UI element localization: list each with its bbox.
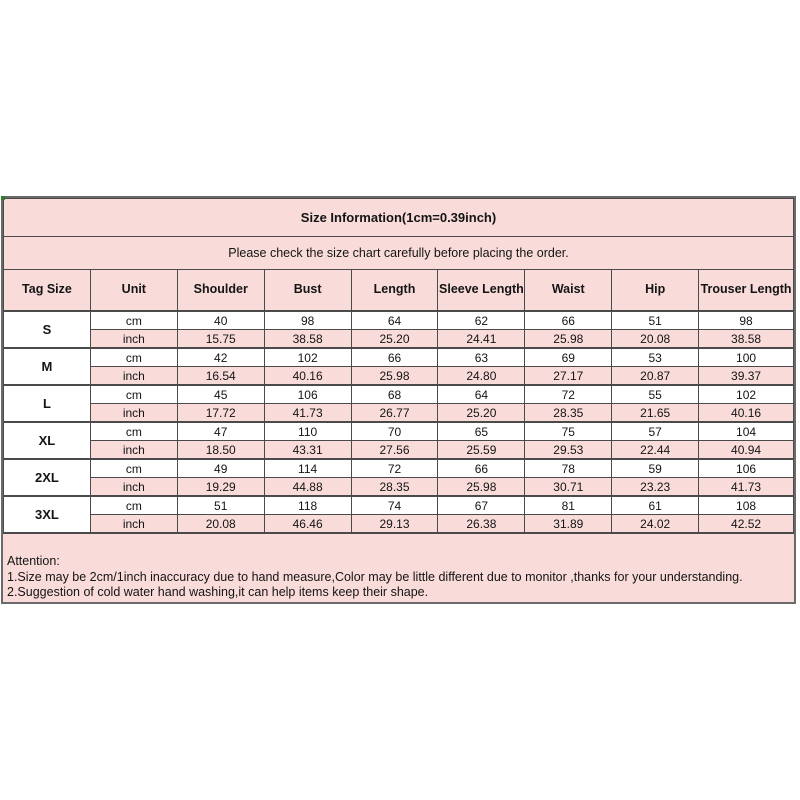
attention-note	[3, 533, 794, 602]
measurement-cell: 51	[612, 311, 699, 330]
measurement-cell: 67	[438, 496, 525, 515]
measurement-cell: 72	[351, 459, 438, 478]
attention-line-2: 2.Suggestion of cold water hand washing,it can help items keep their shape.	[7, 585, 429, 599]
column-header-sleeve-length: Sleeve Length	[438, 270, 525, 312]
measurement-cell: 24.80	[438, 367, 525, 386]
tag-size-cell: L	[4, 385, 91, 422]
size-row-2xl-inch	[4, 478, 794, 497]
measurement-cell: 40	[177, 311, 264, 330]
size-row-l-inch	[4, 404, 794, 423]
attention-line-1: 1.Size may be 2cm/1inch inaccuracy due to hand measure,Color may be little different due to monitor ,thanks for your understanding.	[7, 569, 743, 584]
measurement-cell: 20.87	[612, 367, 699, 386]
measurement-cell: 28.35	[351, 478, 438, 497]
measurement-cell: 98	[264, 311, 351, 330]
measurement-cell: 70	[351, 422, 438, 441]
size-row-m-cm	[4, 348, 794, 367]
measurement-cell: 51	[177, 496, 264, 515]
measurement-cell: 114	[264, 459, 351, 478]
measurement-cell: 31.89	[525, 515, 612, 533]
measurement-cell: 15.75	[177, 330, 264, 349]
measurement-cell: 20.08	[612, 330, 699, 349]
measurement-cell: 39.37	[699, 367, 794, 386]
size-row-s-inch	[4, 330, 794, 349]
size-table	[3, 198, 794, 533]
measurement-cell: 49	[177, 459, 264, 478]
size-row-2xl-cm	[4, 459, 794, 478]
tag-size-cell: M	[4, 348, 91, 385]
column-header-trouser-length: Trouser Length	[699, 270, 794, 312]
measurement-cell: 106	[699, 459, 794, 478]
measurement-cell: 42	[177, 348, 264, 367]
corner-artifact-dot	[1, 196, 5, 200]
measurement-cell: 64	[438, 385, 525, 404]
column-header-hip: Hip	[612, 270, 699, 312]
measurement-cell: 17.72	[177, 404, 264, 423]
measurement-cell: 42.52	[699, 515, 794, 533]
measurement-cell: 110	[264, 422, 351, 441]
measurement-cell: 20.08	[177, 515, 264, 533]
measurement-cell: 100	[699, 348, 794, 367]
measurement-cell: 108	[699, 496, 794, 515]
measurement-cell: 106	[264, 385, 351, 404]
measurement-cell: 25.20	[351, 330, 438, 349]
unit-cell: inch	[90, 441, 177, 460]
measurement-cell: 46.46	[264, 515, 351, 533]
size-row-l-cm	[4, 385, 794, 404]
measurement-cell: 53	[612, 348, 699, 367]
size-chart-panel	[1, 196, 796, 604]
column-header-unit: Unit	[90, 270, 177, 312]
measurement-cell: 22.44	[612, 441, 699, 460]
size-row-3xl-cm	[4, 496, 794, 515]
measurement-cell: 25.98	[351, 367, 438, 386]
measurement-cell: 104	[699, 422, 794, 441]
tag-size-cell: 2XL	[4, 459, 91, 496]
table-subtitle-row	[4, 237, 794, 270]
measurement-cell: 47	[177, 422, 264, 441]
unit-cell: inch	[90, 478, 177, 497]
measurement-cell: 27.17	[525, 367, 612, 386]
size-row-xl-inch	[4, 441, 794, 460]
measurement-cell: 40.94	[699, 441, 794, 460]
column-header-row	[4, 270, 794, 312]
measurement-cell: 21.65	[612, 404, 699, 423]
measurement-cell: 43.31	[264, 441, 351, 460]
measurement-cell: 41.73	[699, 478, 794, 497]
column-header-length: Length	[351, 270, 438, 312]
measurement-cell: 29.13	[351, 515, 438, 533]
measurement-cell: 72	[525, 385, 612, 404]
column-header-bust: Bust	[264, 270, 351, 312]
tag-size-cell: S	[4, 311, 91, 348]
measurement-cell: 18.50	[177, 441, 264, 460]
measurement-cell: 27.56	[351, 441, 438, 460]
unit-cell: cm	[90, 459, 177, 478]
measurement-cell: 26.77	[351, 404, 438, 423]
measurement-cell: 26.38	[438, 515, 525, 533]
measurement-cell: 55	[612, 385, 699, 404]
measurement-cell: 30.71	[525, 478, 612, 497]
measurement-cell: 74	[351, 496, 438, 515]
measurement-cell: 57	[612, 422, 699, 441]
unit-cell: inch	[90, 330, 177, 349]
measurement-cell: 63	[438, 348, 525, 367]
measurement-cell: 118	[264, 496, 351, 515]
unit-cell: cm	[90, 311, 177, 330]
measurement-cell: 61	[612, 496, 699, 515]
table-title-row	[4, 199, 794, 237]
unit-cell: cm	[90, 348, 177, 367]
tag-size-cell: XL	[4, 422, 91, 459]
measurement-cell: 102	[264, 348, 351, 367]
measurement-cell: 102	[699, 385, 794, 404]
measurement-cell: 16.54	[177, 367, 264, 386]
measurement-cell: 62	[438, 311, 525, 330]
measurement-cell: 40.16	[264, 367, 351, 386]
column-header-waist: Waist	[525, 270, 612, 312]
measurement-cell: 24.41	[438, 330, 525, 349]
measurement-cell: 66	[438, 459, 525, 478]
measurement-cell: 66	[525, 311, 612, 330]
measurement-cell: 44.88	[264, 478, 351, 497]
size-row-s-cm	[4, 311, 794, 330]
measurement-cell: 29.53	[525, 441, 612, 460]
measurement-cell: 98	[699, 311, 794, 330]
column-header-shoulder: Shoulder	[177, 270, 264, 312]
measurement-cell: 65	[438, 422, 525, 441]
size-row-3xl-inch	[4, 515, 794, 533]
measurement-cell: 64	[351, 311, 438, 330]
measurement-cell: 28.35	[525, 404, 612, 423]
unit-cell: cm	[90, 385, 177, 404]
unit-cell: inch	[90, 367, 177, 386]
measurement-cell: 75	[525, 422, 612, 441]
measurement-cell: 68	[351, 385, 438, 404]
table-title: Size Information(1cm=0.39inch)	[4, 199, 794, 237]
table-subtitle: Please check the size chart carefully before placing the order.	[4, 237, 794, 270]
size-row-xl-cm	[4, 422, 794, 441]
column-header-tag-size: Tag Size	[4, 270, 91, 312]
measurement-cell: 59	[612, 459, 699, 478]
measurement-cell: 66	[351, 348, 438, 367]
measurement-cell: 45	[177, 385, 264, 404]
measurement-cell: 41.73	[264, 404, 351, 423]
measurement-cell: 69	[525, 348, 612, 367]
measurement-cell: 38.58	[264, 330, 351, 349]
measurement-cell: 25.20	[438, 404, 525, 423]
measurement-cell: 40.16	[699, 404, 794, 423]
measurement-cell: 25.98	[525, 330, 612, 349]
measurement-cell: 81	[525, 496, 612, 515]
measurement-cell: 23.23	[612, 478, 699, 497]
unit-cell: cm	[90, 496, 177, 515]
measurement-cell: 25.59	[438, 441, 525, 460]
measurement-cell: 38.58	[699, 330, 794, 349]
measurement-cell: 78	[525, 459, 612, 478]
attention-heading: Attention:	[7, 554, 60, 568]
measurement-cell: 25.98	[438, 478, 525, 497]
unit-cell: cm	[90, 422, 177, 441]
unit-cell: inch	[90, 515, 177, 533]
size-row-m-inch	[4, 367, 794, 386]
measurement-cell: 24.02	[612, 515, 699, 533]
unit-cell: inch	[90, 404, 177, 423]
measurement-cell: 19.29	[177, 478, 264, 497]
tag-size-cell: 3XL	[4, 496, 91, 533]
